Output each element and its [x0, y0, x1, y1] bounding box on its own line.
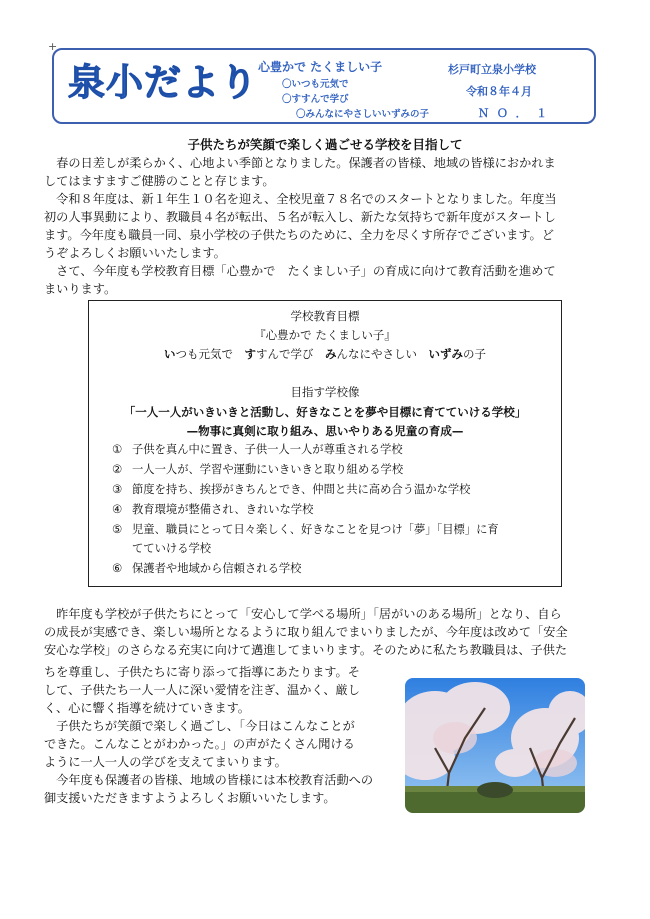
motto-line-1: 〇いつも元気で — [282, 79, 349, 90]
goal-acrostic — [88, 346, 562, 362]
cherry-blossom-photo — [405, 678, 585, 813]
motto-line-3: 〇みんなにやさしいいずみの子 — [296, 109, 430, 120]
cherry-blossom-illustration — [405, 678, 585, 813]
goal-heading: 学校教育目標 — [290, 309, 360, 323]
vision-statement: 「一人一人がいきいきと活動し、好きなことを夢や目標に育てていける学校」 — [123, 405, 527, 419]
closing-line: ように一人一人の学びを支えてまいります。 — [44, 755, 287, 769]
acrostic-text: すんで学び — [256, 347, 325, 361]
closing-line: 昨年度も学校が子供たちにとって「安心して学べる場所」「居がいのある場所」となり、自ら — [44, 607, 562, 621]
intro-line: 春の日差しが柔らかく、心地よい季節となりました。保護者の皆様、地域の皆様におかれま — [44, 156, 556, 170]
closing-line: 安心な学校」のさらなる充実に向けて邁進してまいります。そのために私たち教職員は、子供た — [44, 643, 568, 657]
newsletter-title: 泉小だより — [68, 61, 258, 104]
closing-line: の成長が実感でき、楽しい場所となるように取り組んでまいりましたが、今年度は改めて「安全 — [44, 625, 568, 639]
closing-line: 今年度も保護者の皆様、地域の皆様には本校教育活動への — [44, 773, 374, 787]
intro-line: まいります。 — [44, 282, 117, 296]
vision-item: ② 一人一人が、学習や運動にいきいきと取り組める学校 — [112, 463, 404, 476]
closing-line: 子供たちが笑顔で楽しく過ごし、「今日はこんなことが — [44, 719, 355, 733]
acrostic-text: の子 — [463, 347, 486, 361]
closing-paragraph-narrow — [44, 663, 396, 807]
school-name: 杉戸町立泉小学校 — [448, 63, 536, 76]
goal-title: 『心豊かで たくましい子』 — [254, 328, 396, 342]
issue-number: Ｎ Ｏ ． １ — [478, 107, 550, 120]
closing-paragraph-top — [44, 605, 604, 659]
closing-line: して、子供たち一人一人に深い愛情を注ぎ、温かく、厳し — [44, 683, 360, 697]
acrostic-key: いずみ — [428, 347, 463, 361]
intro-paragraphs — [44, 154, 604, 298]
closing-line: ちを尊重し、子供たちに寄り添って指導にあたります。そ — [44, 665, 360, 679]
intro-line: ます。今年度も職員一同、泉小学校の子供たちのために、全力を尽くす所存でございます。ど — [44, 228, 554, 242]
vision-item: ⑥ 保護者や地域から信頼される学校 — [112, 562, 302, 575]
closing-line: できた。こんなことがわかった。」の声がたくさん聞ける — [44, 737, 355, 751]
vision-item: ① 子供を真ん中に置き、子供一人一人が尊重される学校 — [112, 443, 403, 456]
intro-line: してはますますご健勝のことと存じます。 — [44, 174, 275, 188]
motto-line-2: 〇すすんで学び — [282, 94, 349, 105]
vision-subtitle: —物事に真剣に取り組み、思いやりある児童の育成— — [186, 424, 464, 438]
intro-line: 初の人事異動により、教職員４名が転出、５名が転入し、新たな気持ちで新年度がスタートし — [44, 210, 556, 224]
school-motto: 心豊かで たくましい子 — [258, 60, 383, 74]
issue-date: 令和８年４月 — [466, 85, 532, 98]
vision-heading: 目指す学校像 — [290, 385, 360, 399]
vision-item: ③ 節度を持ち、挨拶がきちんとでき、仲間と共に高め合う温かな学校 — [112, 483, 471, 496]
article-headline: 子供たちが笑顔で楽しく過ごせる学校を目指して — [187, 137, 463, 152]
intro-line: うぞよろしくお願いいたします。 — [44, 246, 226, 260]
vision-item-continued: てていける学校 — [132, 542, 212, 555]
page-mark: + — [48, 40, 58, 53]
acrostic-text: つも元気で — [175, 347, 245, 361]
closing-line: 御支援いただきますようよろしくお願いいたします。 — [44, 791, 336, 805]
acrostic-key: み — [325, 347, 337, 361]
acrostic-key: す — [244, 347, 256, 361]
intro-line: さて、今年度も学校教育目標「心豊かで たくましい子」の育成に向けて教育活動を進めて — [44, 264, 556, 278]
intro-line: 令和８年度は、新１年生１０名を迎え、全校児童７８名でのスタートとなりました。年度当 — [44, 192, 557, 206]
acrostic-text: んなにやさしい — [336, 347, 429, 361]
acrostic-key: い — [164, 347, 176, 361]
vision-item: ⑤ 児童、職員にとって日々楽しく、好きなことを見つけ「夢」「目標」に育 — [112, 523, 499, 536]
vision-item: ④ 教育環境が整備され、きれいな学校 — [112, 503, 314, 516]
closing-line: く、心に響く指導を続けていきます。 — [44, 701, 250, 715]
